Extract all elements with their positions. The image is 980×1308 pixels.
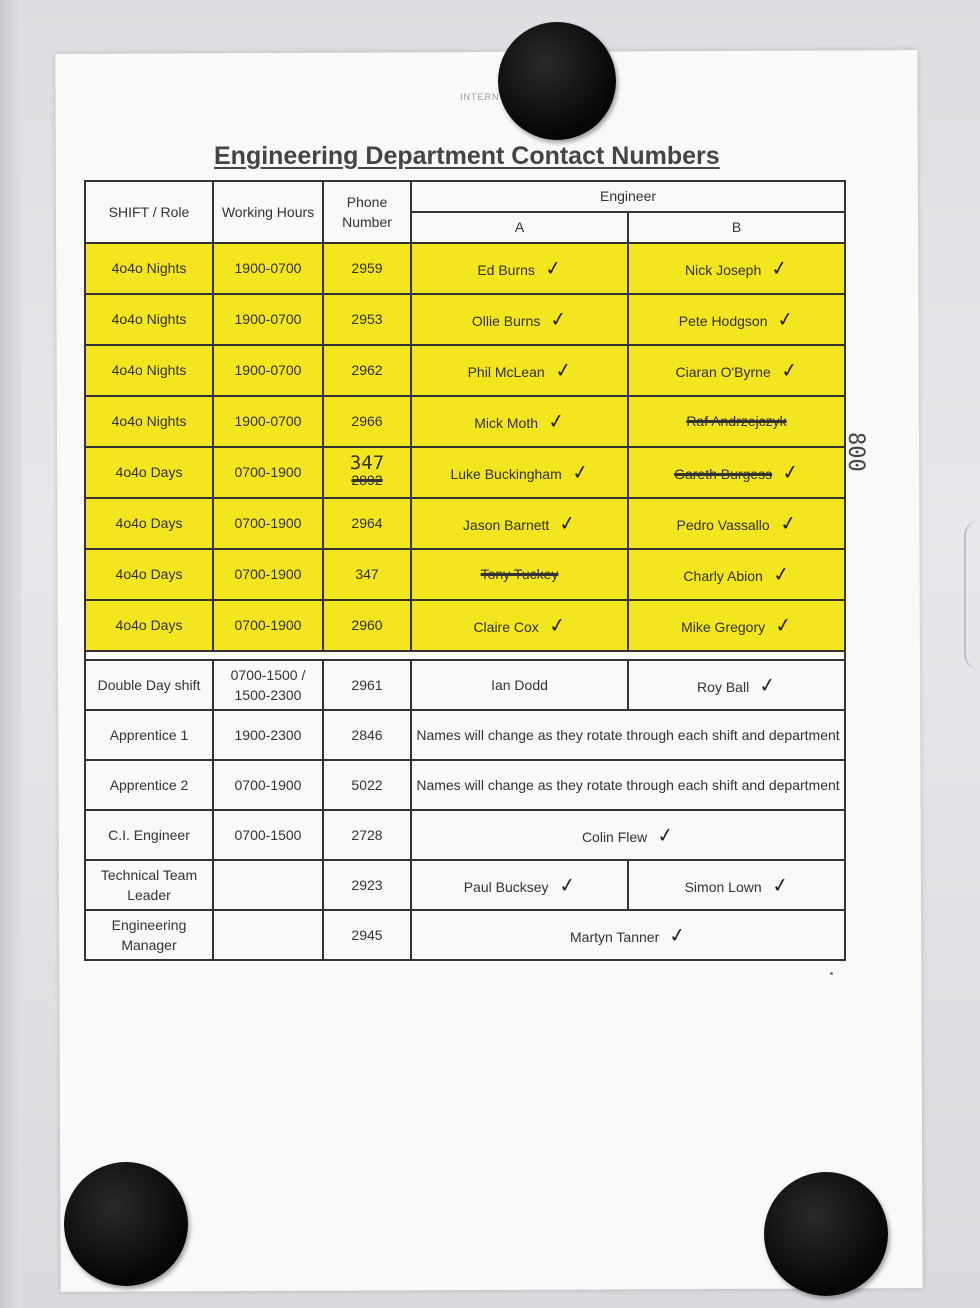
engineer-name-struck: Raf Andrzejczyk: [686, 413, 787, 430]
header-mark: INTERN: [460, 92, 500, 102]
header-shift-role: SHIFT / Role: [85, 181, 213, 243]
header-col-a: A: [411, 212, 628, 243]
table-row: [85, 243, 845, 294]
engineer-name: Paul Bucksey: [463, 878, 549, 895]
table-row: [85, 860, 845, 910]
role-cell: 4o4o Days: [85, 447, 213, 498]
table-row: [85, 345, 845, 396]
role-cell: Technical Team Leader: [85, 860, 213, 910]
engineer-b-cell: [628, 660, 845, 710]
table-row: [85, 910, 845, 960]
role-cell: 4o4o Days: [85, 498, 213, 549]
magnet-bottom-right: [764, 1172, 888, 1296]
engineer-a-cell: [411, 600, 628, 651]
page-title: Engineering Department Contact Numbers: [214, 142, 720, 170]
paper-mark: [830, 972, 833, 975]
hours-cell: [213, 910, 323, 960]
hours-cell: [213, 860, 323, 910]
check-icon: ✓: [769, 871, 790, 898]
check-icon: ✓: [548, 305, 569, 333]
table-row: [85, 294, 845, 345]
check-icon: ✓: [543, 254, 564, 282]
engineer-merged-cell: [411, 910, 845, 960]
phone-cell: 2959: [323, 243, 411, 294]
phone-cell: 2846: [323, 710, 411, 760]
check-icon: ✓: [547, 611, 568, 639]
whiteboard-edge: [0, 0, 22, 1308]
engineer-a-cell: [411, 549, 628, 600]
role-cell: C.I. Engineer: [85, 810, 213, 860]
phone-cell: 2728: [323, 810, 411, 860]
table-row: [85, 600, 845, 651]
header-row: [85, 181, 845, 212]
header-engineer: Engineer: [411, 181, 845, 212]
engineer-b-cell: [628, 860, 845, 910]
role-cell: 4o4o Nights: [85, 345, 213, 396]
engineer-name-struck: Tony Tuckey: [480, 566, 559, 583]
hours-cell: 1900-0700: [213, 294, 323, 345]
engineer-name: Ian Dodd: [491, 676, 548, 693]
engineer-merged-cell: [411, 810, 845, 860]
engineer-name: Claire Cox: [473, 619, 539, 635]
role-cell: 4o4o Days: [85, 549, 213, 600]
check-icon: ✓: [667, 921, 688, 948]
check-icon: ✓: [773, 611, 794, 639]
phone-cell: 2945: [323, 910, 411, 960]
engineer-a-cell: [411, 498, 628, 549]
check-icon: ✓: [655, 821, 676, 848]
check-icon: ✓: [546, 407, 567, 435]
role-cell: 4o4o Nights: [85, 243, 213, 294]
role-cell: 4o4o Nights: [85, 294, 213, 345]
hours-cell: 0700-1900: [213, 447, 323, 498]
table-row: [85, 396, 845, 447]
hours-cell: 0700-1500: [213, 810, 323, 860]
engineer-name: Ciaran O'Byrne: [675, 364, 771, 380]
hours-cell: 1900-0700: [213, 345, 323, 396]
magnet-bottom-left: [64, 1162, 188, 1286]
engineer-b-cell: [628, 600, 845, 651]
header-working-hours: Working Hours: [213, 181, 323, 243]
hours-cell: 1900-2300: [213, 710, 323, 760]
engineer-a-cell: [411, 243, 628, 294]
phone-cell: 2960: [323, 600, 411, 651]
header-phone-number: Phone Number: [323, 181, 411, 243]
check-icon: ✓: [778, 509, 798, 537]
engineer-b-cell: [628, 294, 845, 345]
phone-cell: 2923: [323, 860, 411, 910]
engineer-a-cell: [411, 294, 628, 345]
engineer-name: Mike Gregory: [681, 619, 766, 635]
check-icon: ✓: [552, 356, 573, 384]
table-row: [85, 760, 845, 810]
role-cell: Double Day shift: [85, 660, 213, 710]
phone-cell: 2953: [323, 294, 411, 345]
hours-cell: 1900-0700: [213, 396, 323, 447]
phone-struck: 2892: [351, 472, 383, 489]
engineer-name-struck: Gareth Burgess: [674, 466, 773, 482]
table-row: [85, 447, 845, 498]
rotation-note: Names will change as they rotate through each shift and department: [411, 710, 845, 760]
engineer-name: Roy Ball: [697, 678, 750, 695]
engineer-name: Jason Barnett: [462, 517, 550, 533]
hours-line: 1500-2300: [234, 687, 302, 703]
divider-row: [85, 651, 845, 660]
hours-cell: 1900-0700: [213, 243, 323, 294]
handwritten-side-note: 800: [843, 432, 868, 472]
engineer-name: Simon Lown: [684, 878, 762, 895]
phone-cell: 2966: [323, 396, 411, 447]
hours-cell: 0700-1900: [213, 600, 323, 651]
phone-cell: 347: [323, 549, 411, 600]
table-row: [85, 810, 845, 860]
handwritten-phone: 347: [349, 452, 385, 475]
table-row: [85, 710, 845, 760]
engineer-a-cell: [411, 660, 628, 710]
check-icon: ✓: [570, 458, 591, 486]
engineer-b-cell: [628, 549, 845, 600]
check-icon: ✓: [771, 560, 792, 588]
engineer-name: Martyn Tanner: [570, 928, 660, 945]
engineer-name: Ed Burns: [477, 262, 535, 278]
check-icon: ✓: [556, 871, 577, 898]
check-icon: ✓: [780, 458, 801, 486]
engineer-b-cell: [628, 447, 845, 498]
contacts-table: [84, 180, 846, 961]
rotation-note: Names will change as they rotate through each shift and department: [411, 760, 845, 810]
role-cell: Apprentice 2: [85, 760, 213, 810]
phone-cell: 2964: [323, 498, 411, 549]
check-icon: ✓: [557, 509, 578, 537]
engineer-b-cell: [628, 243, 845, 294]
divider: [85, 651, 845, 660]
engineer-b-cell: [628, 396, 845, 447]
whiteboard-corner: [964, 520, 980, 670]
engineer-name: Pete Hodgson: [678, 313, 768, 329]
check-icon: ✓: [775, 305, 796, 333]
engineer-name: Colin Flew: [581, 828, 648, 845]
table-row: [85, 549, 845, 600]
check-icon: ✓: [757, 671, 778, 698]
role-cell: Apprentice 1: [85, 710, 213, 760]
engineer-name: Luke Buckingham: [450, 466, 562, 482]
engineer-b-cell: [628, 498, 845, 549]
hours-cell: 0700-1900: [213, 760, 323, 810]
hours-line: 0700-1500 /: [230, 666, 306, 683]
phone-cell: 2961: [323, 660, 411, 710]
role-cell: 4o4o Days: [85, 600, 213, 651]
hours-cell: 0700-1900: [213, 549, 323, 600]
role-cell: Engineering Manager: [85, 910, 213, 960]
check-icon: ✓: [779, 356, 800, 384]
engineer-name: Ollie Burns: [471, 313, 541, 329]
table-row: [85, 660, 845, 710]
engineer-a-cell: [411, 396, 628, 447]
engineer-name: Pedro Vassallo: [676, 517, 770, 533]
check-icon: ✓: [769, 254, 790, 282]
hours-cell: 0700-1900: [213, 498, 323, 549]
engineer-a-cell: [411, 345, 628, 396]
role-cell: 4o4o Nights: [85, 396, 213, 447]
phone-cell: 5022: [323, 760, 411, 810]
phone-cell: 2962: [323, 345, 411, 396]
engineer-name: Nick Joseph: [684, 262, 762, 278]
engineer-a-cell: [411, 447, 628, 498]
engineer-a-cell: [411, 860, 628, 910]
table-row: [85, 498, 845, 549]
engineer-name: Phil McLean: [467, 364, 545, 380]
phone-cell: [323, 447, 411, 498]
magnet-top: [498, 22, 616, 140]
engineer-name: Charly Abion: [683, 568, 763, 584]
header-col-b: B: [628, 212, 845, 243]
engineer-b-cell: [628, 345, 845, 396]
hours-cell: [213, 660, 323, 710]
engineer-name: Mick Moth: [474, 415, 539, 431]
